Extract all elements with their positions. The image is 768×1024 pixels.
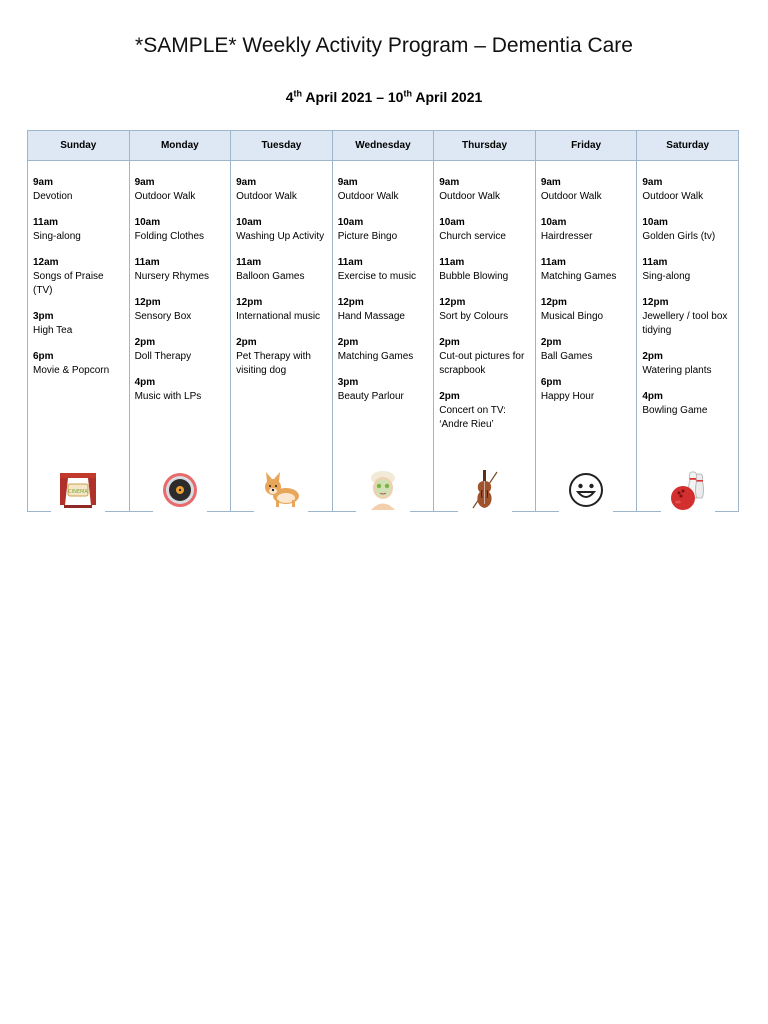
activity-entry	[135, 376, 226, 404]
activity-label: High Tea	[33, 325, 73, 336]
day-header-saturday: Saturday	[637, 131, 739, 161]
activity-time: 12pm	[439, 297, 466, 308]
activity-time: 11am	[236, 257, 262, 268]
activity-time: 4pm	[134, 377, 156, 388]
activity-entry	[642, 176, 733, 204]
activity-time: 9am	[439, 177, 460, 188]
activity-label: Sort by Colours	[439, 311, 509, 322]
start-day-suffix: th	[293, 88, 303, 99]
day-cell	[637, 161, 738, 511]
activity-time: 4pm	[642, 391, 663, 402]
activity-time: 2pm	[439, 337, 460, 348]
record-player-icon	[153, 468, 207, 512]
activity-label: Outdoor Walk	[337, 191, 399, 202]
activity-entry	[33, 310, 124, 338]
activity-label: Happy Hour	[540, 391, 595, 402]
violin-icon	[458, 468, 512, 512]
activity-time: 2pm	[134, 337, 156, 348]
activity-label: Hand Massage	[337, 311, 405, 322]
page-title: *SAMPLE* Weekly Activity Program – Dementia Care	[135, 34, 633, 57]
activity-label: Sing-along	[33, 231, 81, 242]
activity-label: Bubble Blowing	[439, 271, 509, 282]
activity-label: International music	[236, 311, 321, 322]
day-header-monday: Monday	[129, 131, 231, 161]
end-day: 10	[387, 89, 404, 105]
day-column-saturday	[637, 161, 739, 512]
activity-label: Pet Therapy with visiting dog	[236, 351, 311, 376]
activity-label: Folding Clothes	[134, 231, 205, 242]
activity-entry	[338, 296, 429, 324]
activity-time: 12pm	[134, 297, 161, 308]
activity-entry	[642, 256, 733, 284]
activity-entry	[439, 296, 530, 324]
bowling-icon	[661, 468, 715, 512]
activity-entry	[541, 296, 632, 324]
activity-time: 12pm	[642, 297, 669, 308]
activity-label: Jewellery / tool box tidying	[642, 311, 728, 336]
day-column-thursday	[434, 161, 536, 512]
svg-text:CINEMA: CINEMA	[68, 489, 89, 495]
day-header-friday: Friday	[535, 131, 637, 161]
day-column-friday	[535, 161, 637, 512]
activity-time: 9am	[236, 177, 257, 188]
activity-time: 9am	[337, 177, 358, 188]
day-cell	[434, 161, 535, 511]
activity-time: 10am	[236, 217, 262, 228]
activity-label: Golden Girls (tv)	[642, 231, 716, 242]
activity-entry	[33, 176, 124, 204]
day-header-row	[28, 131, 739, 161]
activity-time: 2pm	[439, 391, 460, 402]
activity-time: 3pm	[33, 311, 54, 322]
activity-entry	[236, 176, 327, 204]
activity-label: Balloon Games	[236, 271, 305, 282]
day-column-monday	[129, 161, 231, 512]
activity-time: 9am	[540, 177, 561, 188]
activity-time: 9am	[134, 177, 155, 188]
activity-time: 9am	[642, 177, 663, 188]
activity-entry	[541, 336, 632, 364]
activity-label: Doll Therapy	[134, 351, 192, 362]
activity-entry	[439, 256, 530, 284]
activity-entry	[439, 216, 530, 244]
activity-entry	[33, 350, 124, 378]
activity-label: Outdoor Walk	[540, 191, 602, 202]
activity-time: 9am	[33, 177, 54, 188]
activity-entry	[439, 176, 530, 204]
activity-label: Songs of Praise (TV)	[33, 271, 104, 296]
activity-time: 2pm	[236, 337, 257, 348]
activity-time: 11am	[337, 257, 363, 268]
activity-label: Church service	[439, 231, 506, 242]
smiley-face-icon	[559, 468, 613, 512]
activity-entry	[135, 176, 226, 204]
day-cell	[333, 161, 434, 511]
activity-entry	[33, 256, 124, 298]
activity-label: Washing Up Activity	[236, 231, 325, 242]
end-month-year: April 2021	[411, 89, 483, 105]
activity-time: 12am	[33, 257, 59, 268]
activity-entry	[135, 296, 226, 324]
activity-time: 11am	[134, 257, 160, 268]
activity-time: 6pm	[540, 377, 562, 388]
activity-time: 10am	[439, 217, 465, 228]
day-cell	[536, 161, 637, 511]
activity-entry	[338, 176, 429, 204]
activity-time: 10am	[540, 217, 567, 228]
activity-time: 11am	[540, 257, 566, 268]
activity-time: 11am	[439, 257, 465, 268]
activity-label: Music with LPs	[134, 391, 202, 402]
activity-entry	[236, 216, 327, 244]
activity-entry	[236, 256, 327, 284]
activity-label: Outdoor Walk	[439, 191, 501, 202]
activity-entry	[642, 296, 733, 338]
activity-label: Ball Games	[540, 351, 593, 362]
end-day-suffix: th	[403, 88, 412, 99]
activity-entry	[541, 376, 632, 404]
activity-label: Hairdresser	[540, 231, 593, 242]
activity-label: Sensory Box	[134, 311, 192, 322]
activity-label: Outdoor Walk	[642, 191, 704, 202]
activity-label: Beauty Parlour	[337, 391, 404, 402]
activity-time: 12pm	[337, 297, 364, 308]
activity-entry	[338, 336, 429, 364]
activity-entry	[135, 336, 226, 364]
activity-entry	[642, 350, 733, 378]
activity-label: Cut-out pictures for scrapbook	[439, 351, 525, 376]
activity-entry	[135, 216, 226, 244]
start-month-year: April 2021 –	[302, 89, 388, 105]
cinema-icon	[51, 468, 105, 512]
activity-entry	[642, 216, 733, 244]
activity-time: 6pm	[33, 351, 54, 362]
activity-entry	[236, 336, 327, 378]
activity-entry	[541, 216, 632, 244]
activity-label: Movie & Popcorn	[33, 365, 110, 376]
activity-label: Concert on TV: ‘Andre Rieu’	[439, 405, 506, 430]
day-column-sunday	[28, 161, 130, 512]
activity-label: Matching Games	[540, 271, 617, 282]
day-column-wednesday	[332, 161, 434, 512]
face-mask-spa-icon	[356, 468, 410, 512]
activity-label: Outdoor Walk	[134, 191, 196, 202]
activity-time: 11am	[33, 217, 59, 228]
activity-entry	[236, 296, 327, 324]
day-header-wednesday: Wednesday	[332, 131, 434, 161]
day-cell	[130, 161, 231, 511]
day-column-tuesday	[231, 161, 333, 512]
activity-entry	[541, 256, 632, 284]
activity-label: Nursery Rhymes	[134, 271, 210, 282]
activity-label: Watering plants	[642, 365, 712, 376]
activity-time: 11am	[642, 257, 668, 268]
activity-label: Musical Bingo	[540, 311, 604, 322]
activity-time: 2pm	[337, 337, 359, 348]
date-range	[0, 89, 768, 105]
activity-time: 10am	[642, 217, 668, 228]
activity-time: 2pm	[540, 337, 562, 348]
day-cell	[28, 161, 129, 511]
activity-label: Devotion	[33, 191, 73, 202]
activity-label: Exercise to music	[337, 271, 417, 282]
activity-time: 10am	[337, 217, 364, 228]
activity-time: 3pm	[337, 377, 359, 388]
activity-time: 12pm	[236, 297, 263, 308]
start-day: 4	[285, 89, 294, 105]
activity-label: Bowling Game	[642, 405, 708, 416]
day-header-thursday: Thursday	[434, 131, 536, 161]
activity-entry	[439, 336, 530, 378]
activity-entry	[338, 216, 429, 244]
activity-entry	[33, 216, 124, 244]
day-header-sunday: Sunday	[28, 131, 130, 161]
day-header-tuesday: Tuesday	[231, 131, 333, 161]
activity-entry	[541, 176, 632, 204]
activity-entry	[642, 390, 733, 418]
day-cell	[231, 161, 332, 511]
activity-label: Matching Games	[337, 351, 414, 362]
activity-entry	[439, 390, 530, 432]
weekly-schedule-table	[27, 130, 739, 512]
activity-label: Picture Bingo	[337, 231, 398, 242]
dog-icon	[254, 468, 308, 512]
activity-time: 10am	[134, 217, 161, 228]
activity-label: Outdoor Walk	[236, 191, 297, 202]
activity-entry	[338, 376, 429, 404]
activities-row	[28, 161, 739, 512]
activity-entry	[338, 256, 429, 284]
activity-entry	[135, 256, 226, 284]
activity-time: 12pm	[540, 297, 567, 308]
activity-time: 2pm	[642, 351, 663, 362]
activity-label: Sing-along	[642, 271, 691, 282]
